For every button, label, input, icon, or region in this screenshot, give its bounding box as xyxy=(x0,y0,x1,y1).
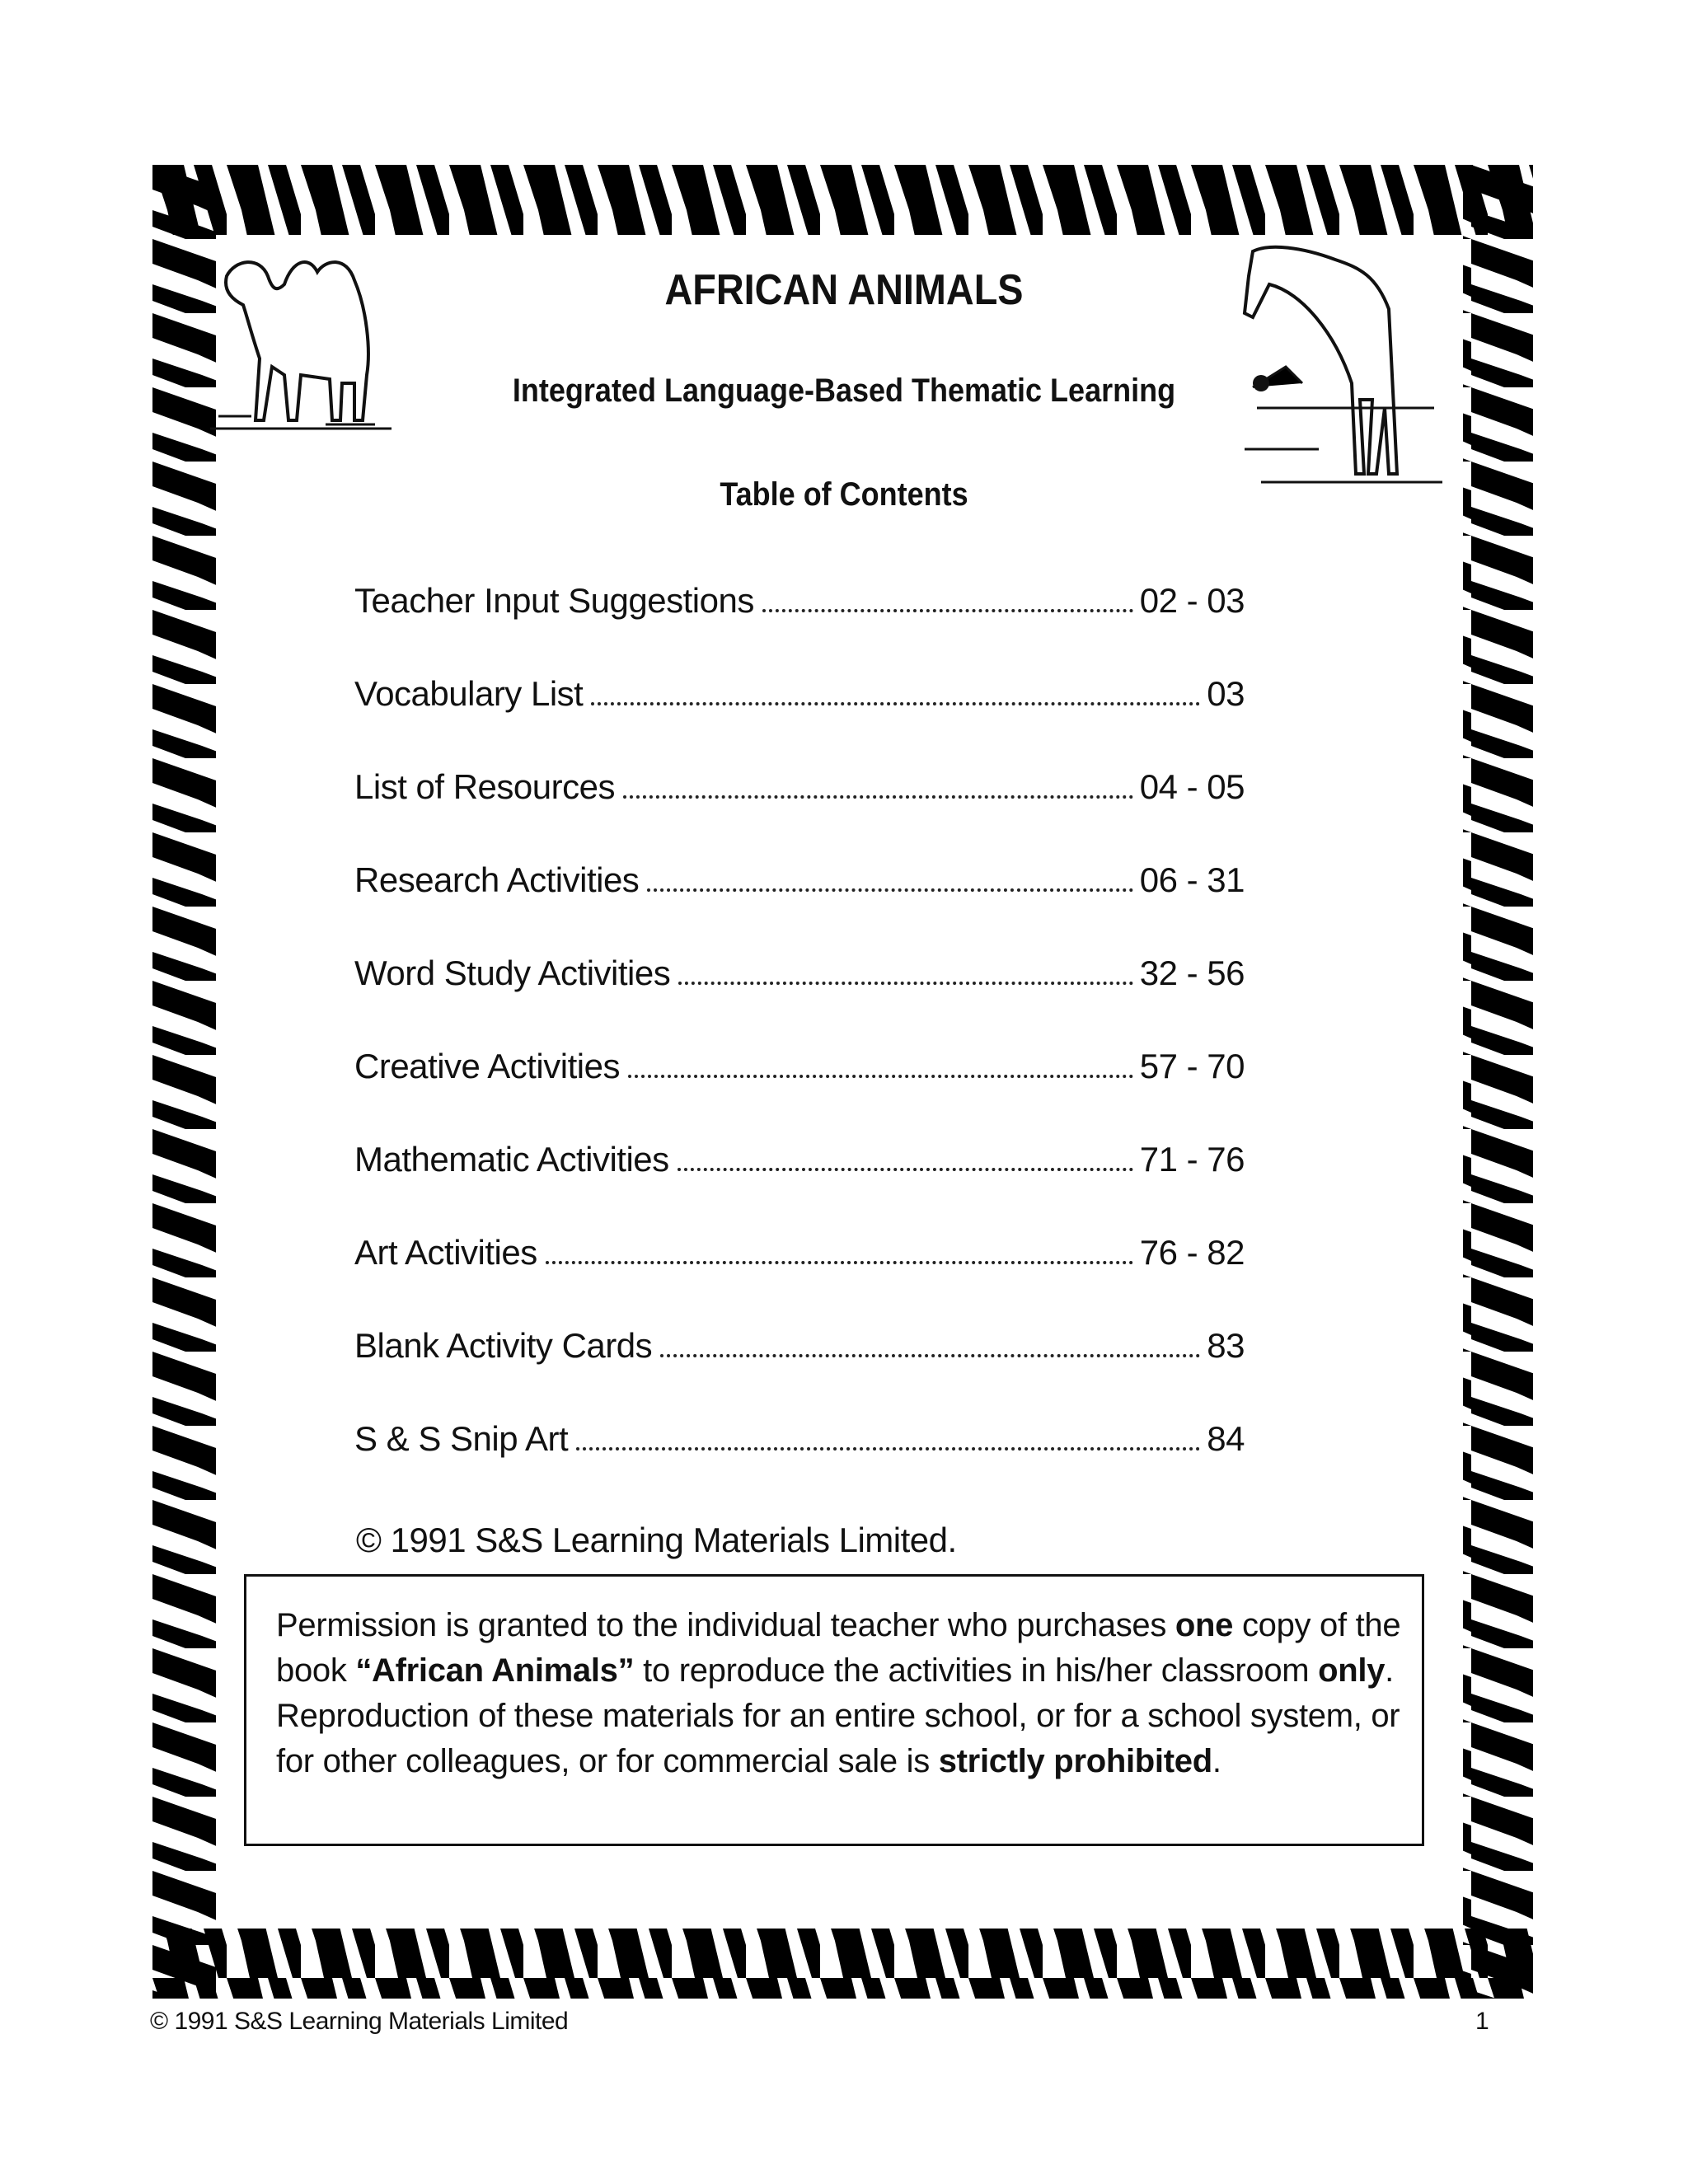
toc-row xyxy=(354,767,1245,860)
permission-text: Permission is granted to the individual teacher who purchases xyxy=(276,1607,1175,1643)
leader-dots xyxy=(623,795,1133,799)
permission-text: copy of the book xyxy=(276,1607,1401,1689)
toc-pages: 83 xyxy=(1207,1326,1245,1365)
permission-notice-box xyxy=(244,1574,1424,1846)
subtitle: Integrated Language-Based Thematic Learning xyxy=(512,373,1176,409)
book-title-emphasis: “African Animals” xyxy=(355,1652,635,1689)
leader-dots xyxy=(628,1075,1133,1078)
leader-dots xyxy=(660,1354,1200,1357)
page-number: 1 xyxy=(1475,2008,1489,2035)
permission-emphasis: only xyxy=(1318,1652,1386,1689)
toc-label: Creative Activities xyxy=(354,1047,620,1085)
section-title: Table of Contents xyxy=(720,476,968,513)
leader-dots xyxy=(678,982,1133,985)
leader-dots xyxy=(647,888,1132,892)
table-of-contents xyxy=(354,581,1245,1512)
toc-pages: 04 - 05 xyxy=(1139,767,1245,806)
toc-label: Mathematic Activities xyxy=(354,1140,669,1179)
permission-emphasis: strictly prohibited xyxy=(938,1743,1212,1779)
leader-dots xyxy=(678,1168,1133,1171)
leader-dots xyxy=(591,702,1200,705)
toc-row xyxy=(354,674,1245,767)
toc-label: S & S Snip Art xyxy=(354,1419,569,1458)
leader-dots xyxy=(762,609,1133,612)
toc-pages: 76 - 82 xyxy=(1139,1233,1245,1272)
toc-pages: 57 - 70 xyxy=(1139,1047,1245,1085)
toc-pages: 71 - 76 xyxy=(1139,1140,1245,1179)
permission-text: . xyxy=(1212,1743,1221,1779)
toc-pages: 02 - 03 xyxy=(1139,581,1245,620)
toc-pages: 32 - 56 xyxy=(1139,954,1245,992)
permission-text: . Reproduction of these materials for an entire school, or for a school system, or for other colleagues, or for commercial sale is xyxy=(276,1652,1400,1779)
toc-pages: 06 - 31 xyxy=(1139,860,1245,899)
toc-row xyxy=(354,860,1245,954)
copyright-notice: © 1991 S&S Learning Materials Limited. xyxy=(356,1521,957,1559)
toc-row xyxy=(354,1419,1245,1512)
toc-label: Research Activities xyxy=(354,860,640,899)
toc-label: Vocabulary List xyxy=(354,674,584,713)
toc-label: Word Study Activities xyxy=(354,954,671,992)
leader-dots xyxy=(546,1261,1133,1264)
permission-text: to reproduce the activities in his/her classroom xyxy=(634,1652,1319,1689)
toc-row xyxy=(354,1326,1245,1419)
page-title: AFRICAN ANIMALS xyxy=(664,266,1024,314)
toc-row xyxy=(354,954,1245,1047)
toc-label: Teacher Input Suggestions xyxy=(354,581,754,620)
toc-pages: 03 xyxy=(1207,674,1245,713)
toc-row xyxy=(354,581,1245,674)
toc-label: Blank Activity Cards xyxy=(354,1326,653,1365)
toc-label: Art Activities xyxy=(354,1233,537,1272)
toc-label: List of Resources xyxy=(354,767,615,806)
footer-copyright: © 1991 S&S Learning Materials Limited xyxy=(150,2008,569,2035)
toc-row xyxy=(354,1233,1245,1326)
permission-emphasis: one xyxy=(1175,1607,1234,1643)
leader-dots xyxy=(576,1447,1200,1451)
toc-pages: 84 xyxy=(1207,1419,1245,1458)
toc-row xyxy=(354,1140,1245,1233)
toc-row xyxy=(354,1047,1245,1140)
